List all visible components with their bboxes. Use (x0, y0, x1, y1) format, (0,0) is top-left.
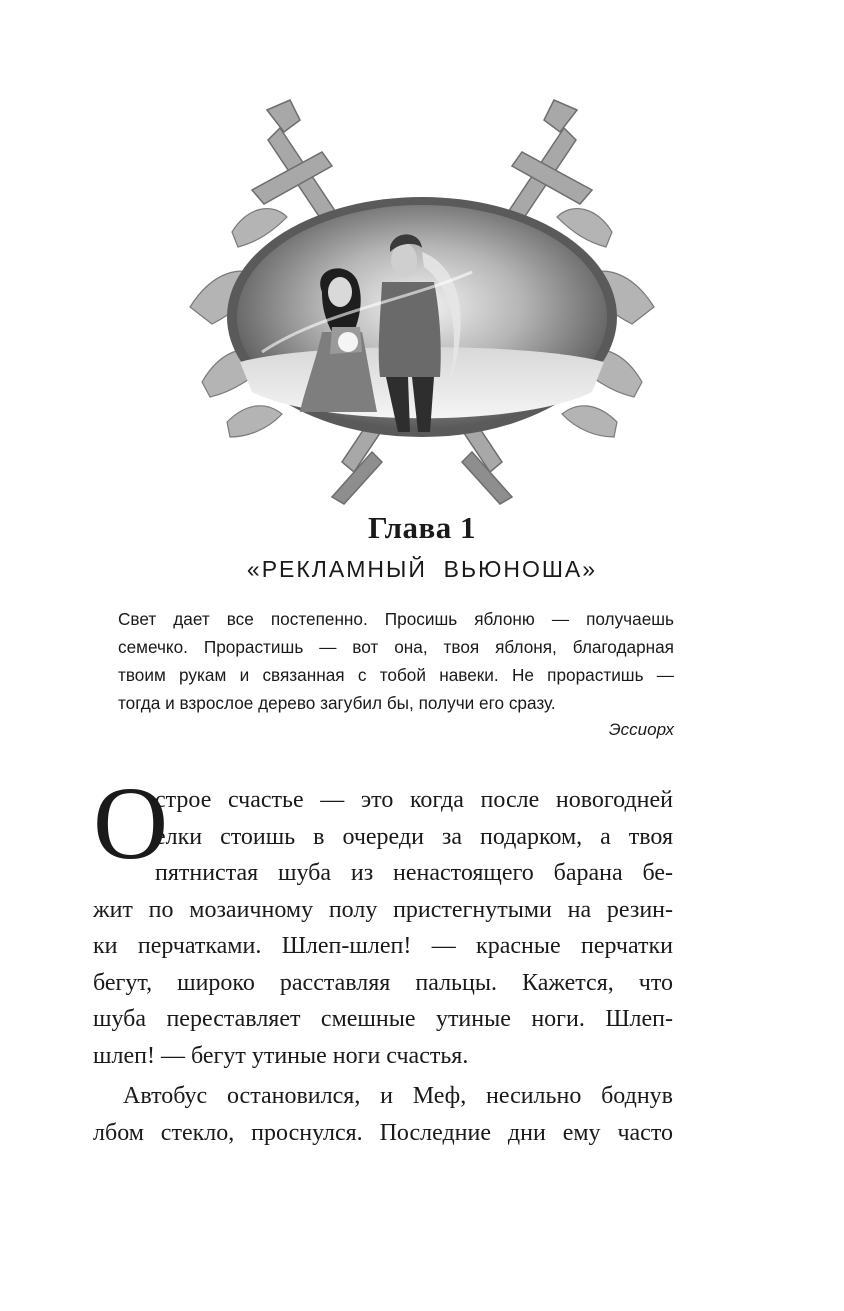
epigraph-line: семечко. Прорастишь — вот она, твоя яблоня, благодарная (118, 637, 674, 657)
epigraph (118, 605, 674, 717)
epigraph-author: Эссиорх (608, 720, 674, 739)
epigraph-line: тогда и взрослое дерево загубил бы, получи его сразу. (118, 693, 556, 713)
text-line: шлеп! — бегут утиные ноги счастья. (93, 1042, 469, 1069)
text-line: строе счастье — это когда после новогодней (155, 787, 673, 813)
text-line: бегут, широко расставляя пальцы. Кажется, что (93, 969, 673, 996)
text-line: елки стоишь в очереди за подарком, а твоя (155, 823, 673, 850)
text-line: Автобус остановился, и Меф, несильно боднув (123, 1083, 673, 1109)
text-line: ки перчатками. Шлеп-шлеп! — красные перчатки (93, 933, 673, 959)
text-line: пятнистая шуба из ненастоящего барана бе- (155, 860, 673, 886)
epigraph-line: твоим рукам и связанная с тобой навеки. Не прорастишь — (118, 665, 674, 685)
text-line: шуба переставляет смешные утиные ноги. Шлеп- (93, 1006, 673, 1032)
chapter-title: «РЕКЛАМНЫЙ ВЬЮНОША» (246, 556, 598, 582)
text-line: жит по мозаичному полу пристегнутыми на резин- (93, 896, 673, 923)
epigraph-line: Свет дает все постепенно. Просишь яблоню — получаешь (118, 609, 674, 629)
drop-cap: О (93, 766, 169, 881)
chapter-illustration (172, 92, 672, 512)
text-line: лбом стекло, проснулся. Последние дни ему часто (93, 1119, 673, 1146)
crossed-swords-emblem-icon (172, 92, 672, 512)
chapter-number: Глава 1 (367, 510, 477, 545)
body-text (93, 782, 673, 1151)
